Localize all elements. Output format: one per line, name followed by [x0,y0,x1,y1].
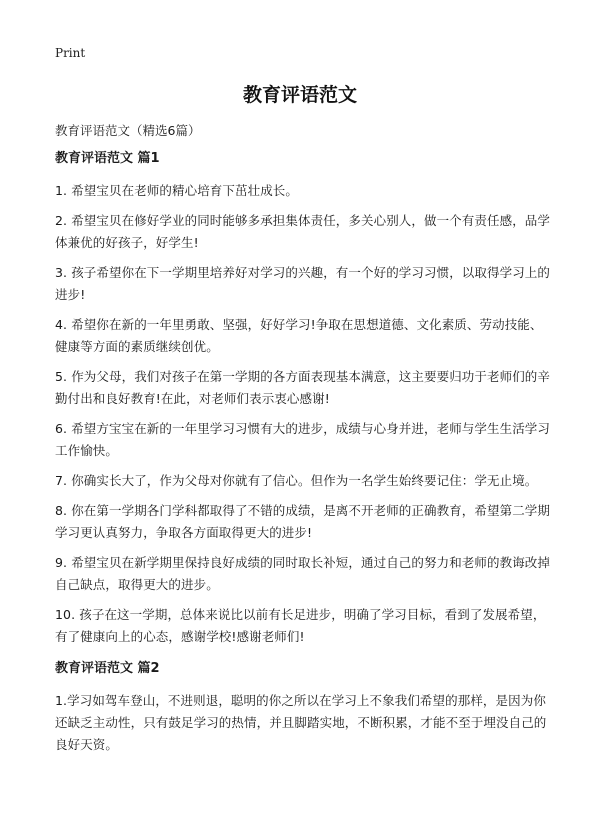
section-1 [55,150,555,648]
section-heading: 教育评语范文 篇2 [55,661,160,676]
paragraph: 10. 孩子在这一学期，总体来说比以前有长足进步，明确了学习目标，看到了发展希望，有了健康向上的心态，感谢学校!感谢老师们! [55,607,546,644]
print-link[interactable]: Print [55,46,86,60]
paragraph: 3. 孩子希望你在下一学期里培养好对学习的兴趣，有一个好的学习习惯，以取得学习上的进步! [55,265,551,302]
paragraph: 4. 希望你在新的一年里勇敢、坚强，好好学习!争取在思想道德、文化素质、劳动技能、健康等方面的素质继续创优。 [55,317,543,354]
paragraph: 6. 希望方宝宝在新的一年里学习习惯有大的进步，成绩与心身并进，老师与学生生活学习工作愉快。 [55,421,551,458]
page-title: 教育评语范文 [242,84,357,106]
paragraph: 8. 你在第一学期各门学科都取得了不错的成绩，是离不开老师的正确教育，希望第二学期学习更认真努力，争取各方面取得更大的进步! [55,503,551,540]
paragraph: 2. 希望宝贝在修好学业的同时能够多承担集体责任，多关心别人，做一个有责任感，品学体兼优的好孩子，好学生! [55,213,551,250]
document-body [55,150,555,764]
section-2 [55,660,555,756]
paragraph: 5. 作为父母，我们对孩子在第一学期的各方面表现基本满意，这主要要归功于老师们的辛勤付出和良好教育!在此，对老师们表示衷心感谢! [55,369,551,406]
paragraph: 1. 希望宝贝在老师的精心培育下茁壮成长。 [55,183,299,198]
section-heading: 教育评语范文 篇1 [55,151,160,166]
paragraph: 7. 你确实长大了，作为父母对你就有了信心。但作为一名学生始终要记住：学无止境。 [55,473,538,488]
paragraph: 1.学习如驾车登山，不进则退，聪明的你之所以在学习上不象我们希望的那样，是因为你还缺乏主动性，只有鼓足学习的热情，并且脚踏实地，不断积累，才能不至于埋没自己的良好天资。 [55,693,547,752]
document-subtitle: 教育评语范文（精选6篇） [55,123,201,138]
paragraph: 9. 希望宝贝在新学期里保持良好成绩的同时取长补短，通过自己的努力和老师的教诲改掉自己缺点，取得更大的进步。 [55,555,551,592]
